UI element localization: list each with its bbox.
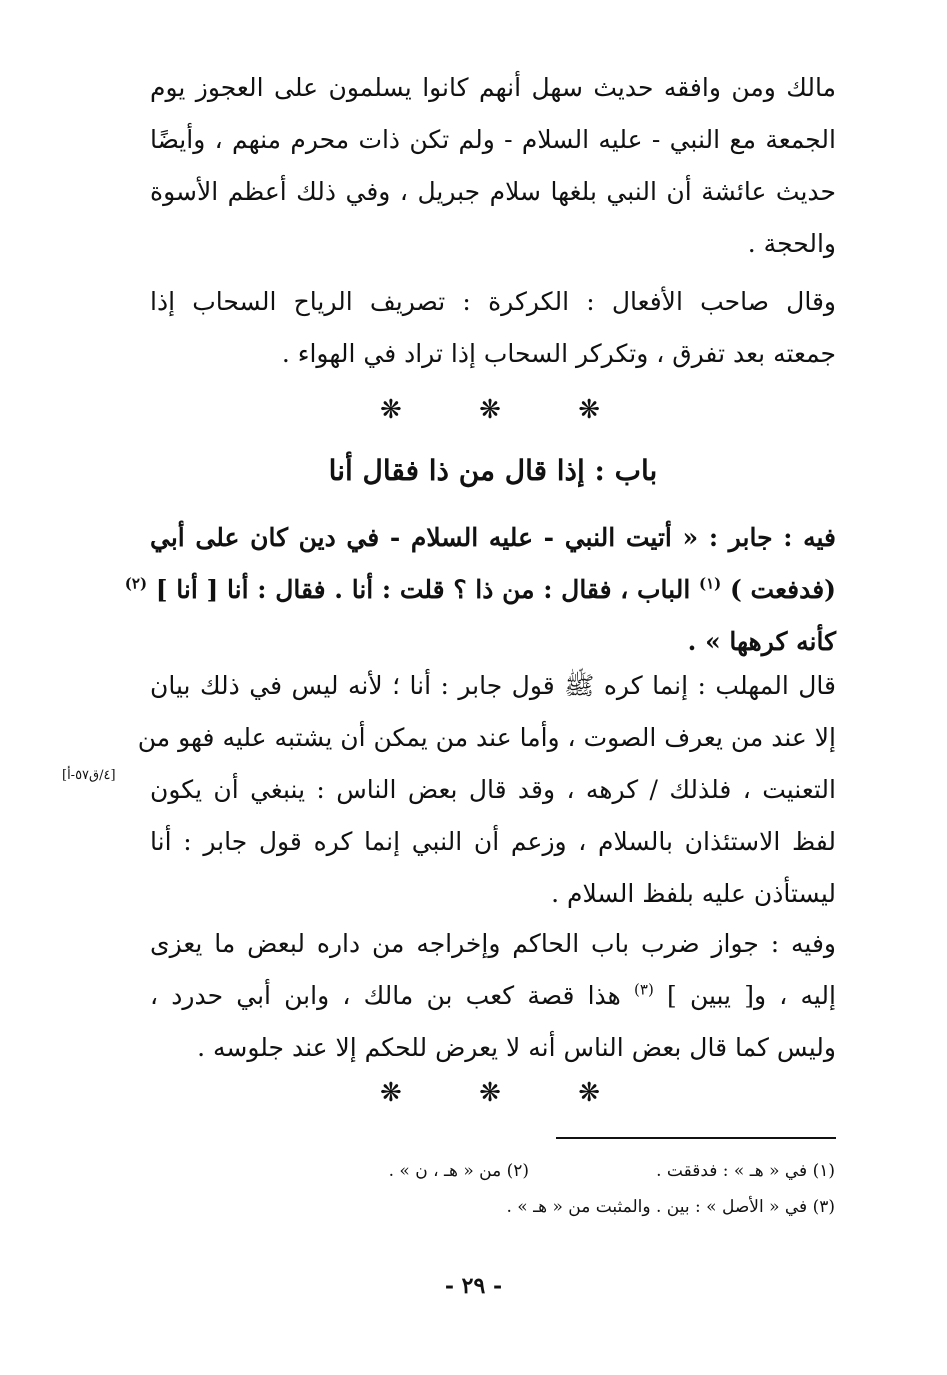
text-line: والحجة . [747,229,836,258]
asterism-icon: ❋ [380,395,402,425]
text-line: حديث عائشة أن النبي بلغها سلام جبريل ، وفي ذلك أعظم الأسوة [150,177,836,206]
text-line: مالك ومن وافقه حديث سهل أنهم كانوا يسلمون على العجوز يوم [150,73,836,102]
text-line: قال المهلب : إنما كره ﷺ قول جابر : أنا ؛ لأنه ليس في ذلك بيان [150,671,836,700]
margin-folio-note: [٤/ق٥٧-أ] [62,768,116,783]
text-line: لفظ الاستئذان بالسلام ، وزعم أن النبي إنما كره قول جابر : أنا [150,827,836,856]
text-line: إلا عند من يعرف الصوت ، وأما عند من يمكن أن يشتبه عليه فهو من [137,723,836,752]
text-line: كأنه كرهها » . [687,627,836,656]
text-line: التعنيت ، فلذلك / كرهه ، وقد قال بعض الناس : ينبغي أن يكون [150,775,836,804]
footnote-ref: (١) [698,574,722,593]
text-line: وفيه : جواز ضرب باب الحاكم وإخراجه من داره لبعض ما يعزى [150,929,836,958]
asterism-icon: ❋ [479,395,501,425]
text-line: جمعته بعد تفرق ، وتكركر السحاب إذا تراد في الهواء . [281,339,836,368]
text-line: (فدفعت ) $^{(١)}$ الباب ، فقال : من ذا ؟ قلت : أنا . فقال : أنا [ أنا ] $^{(٢)}$ [124,574,836,604]
text-line: وليس كما قال بعض الناس أنه لا يعرض للحكم إلا عند جلوسه . [197,1033,836,1062]
paragraph-5 [150,918,836,1074]
text-line: فيه : جابر : « أتيت النبي - عليه السلام - في دين كان على أبي [150,523,836,552]
text-line: ليستأذن عليه بلفظ السلام . [551,879,836,908]
asterism-icon: ❋ [479,1078,501,1108]
footnote-divider [556,1137,836,1139]
section-separator-top [380,395,600,425]
footnote-1: (١) في « هـ » : فدققت . [656,1161,835,1181]
footnote-2: (٢) من « هـ ، ن » . [388,1161,529,1181]
chapter-heading: باب : إذا قال من ذا فقال أنا [328,454,658,487]
page-number: - ٢٩ - [444,1273,503,1299]
hadith-paragraph [124,512,836,668]
footnote-ref: (٣) [634,980,654,999]
text-line: وقال صاحب الأفعال : الكركرة : تصريف الرياح السحاب إذا [150,287,836,316]
asterism-icon: ❋ [578,1078,600,1108]
paragraph-4 [137,660,836,920]
paragraph-2 [150,276,836,380]
text-line: الجمعة مع النبي - عليه السلام - ولم تكن ذات محرم منهم ، وأيضًا [150,125,836,154]
asterism-icon: ❋ [578,395,600,425]
footnote-3: (٣) في « الأصل » : بين . والمثبت من « هـ » . [506,1197,835,1217]
asterism-icon: ❋ [380,1078,402,1108]
section-separator-bottom [380,1078,600,1108]
text-line: إليه ، و[ يبين ] $^{(٣)}$ هذا قصة كعب بن مالك ، وابن أبي حدرد ، [150,980,836,1010]
footnote-ref: (٢) [124,574,148,593]
paragraph-1 [150,62,836,270]
